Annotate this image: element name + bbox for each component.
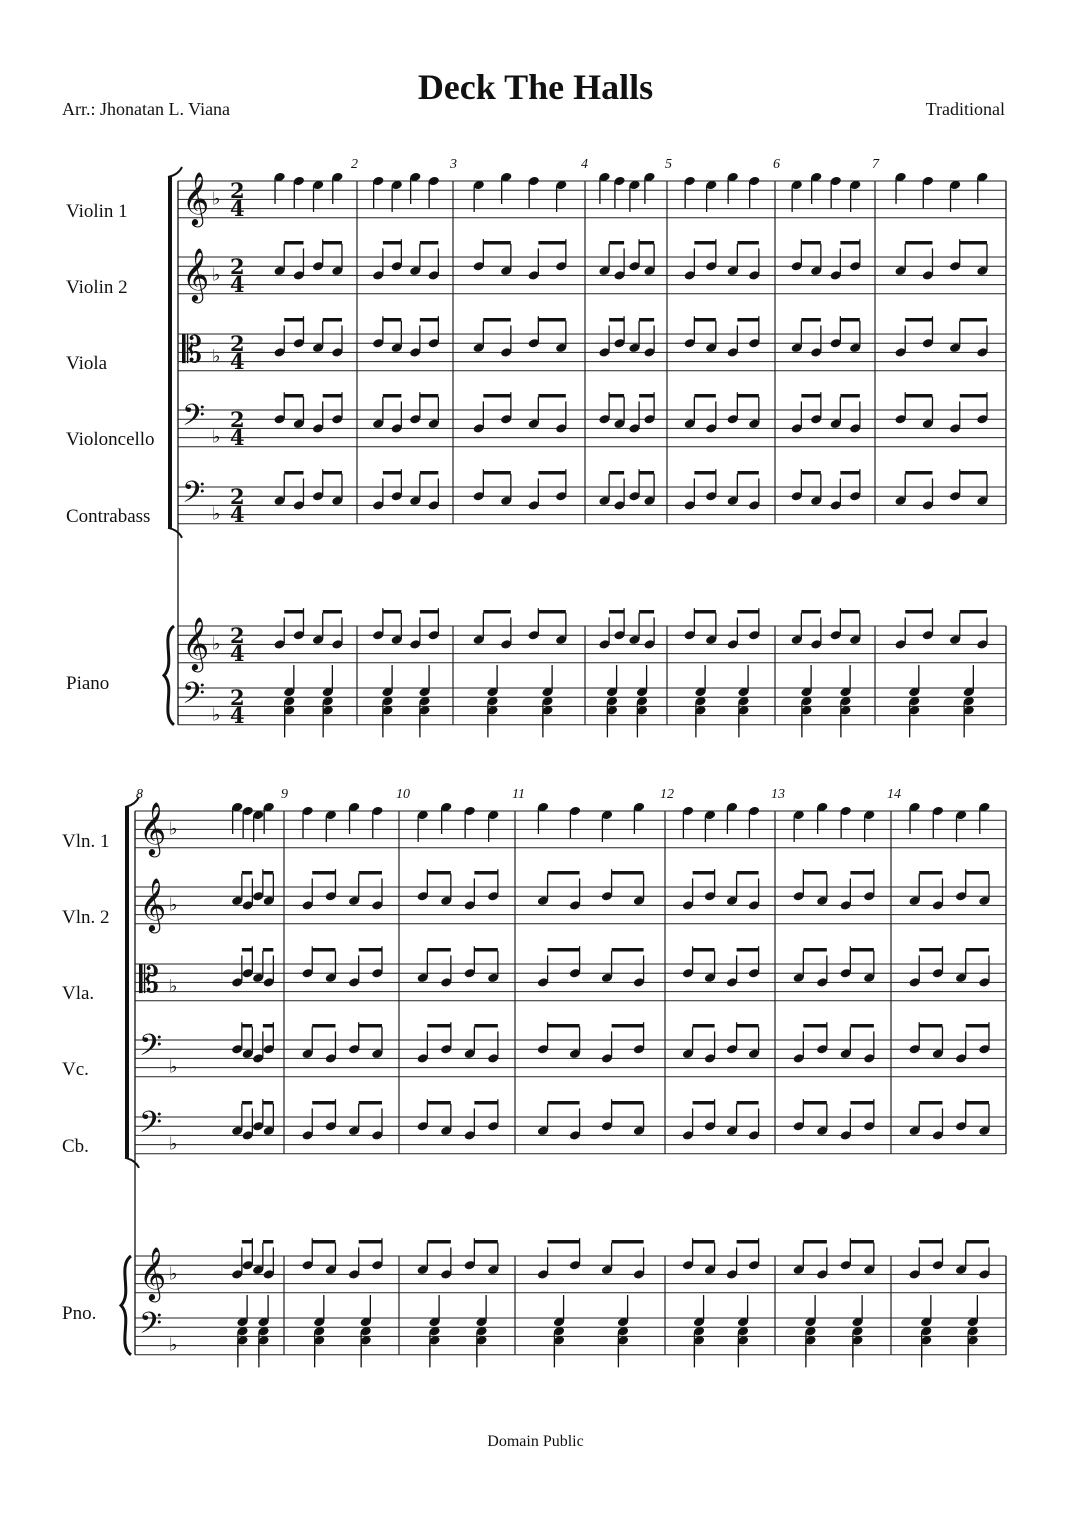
note-beam xyxy=(919,871,942,875)
note-beam xyxy=(737,1101,759,1105)
note-beam xyxy=(840,471,860,475)
note-beam xyxy=(639,610,654,614)
note-beam xyxy=(538,471,566,475)
note-beam xyxy=(840,610,860,614)
composer-credit: Traditional xyxy=(925,99,1005,119)
note-beam xyxy=(323,241,342,245)
note-beam xyxy=(312,1024,335,1028)
note-beam xyxy=(284,394,303,398)
instrument-name-viola: Viola xyxy=(66,353,108,374)
note-beam xyxy=(840,241,860,245)
bracket-hook xyxy=(168,528,182,538)
note-beam xyxy=(737,610,759,614)
time-signature-denominator: 4 xyxy=(230,349,245,374)
note-beam xyxy=(737,241,759,245)
note-beam xyxy=(483,318,511,322)
treble-clef-icon: 𝄞 xyxy=(139,877,167,931)
note-beam xyxy=(803,1024,827,1028)
note-beam xyxy=(548,1101,580,1105)
time-signature-denominator: 4 xyxy=(230,196,245,221)
note-beam xyxy=(737,318,759,322)
note-beam xyxy=(548,1240,580,1244)
bass-clef-icon: 𝄢 xyxy=(182,399,206,440)
instrument-name-contrabass: Contrabass xyxy=(66,506,151,527)
alto-clef-icon: 𝄡 xyxy=(139,960,160,1001)
note-beam xyxy=(263,948,274,952)
instrument-name-piano: Piano xyxy=(66,673,110,694)
note-beam xyxy=(960,471,987,475)
time-signature-numerator: 2 xyxy=(230,623,245,648)
note-beam xyxy=(850,1240,874,1244)
note-beam xyxy=(263,1101,274,1105)
note-beam xyxy=(803,1101,827,1105)
note-beam xyxy=(919,1101,942,1105)
note-beam xyxy=(323,394,342,398)
note-beam xyxy=(737,1024,759,1028)
flat-icon: ♭ xyxy=(212,188,221,210)
note-beam xyxy=(284,241,303,245)
note-beam xyxy=(694,241,716,245)
note-beam xyxy=(263,1024,274,1028)
note-beam xyxy=(483,241,511,245)
measure-number: 14 xyxy=(887,787,901,802)
note-beam xyxy=(323,471,342,475)
note-beam xyxy=(323,318,342,322)
time-signature-denominator: 4 xyxy=(230,502,245,527)
measure-number: 4 xyxy=(581,157,588,172)
flat-icon: ♭ xyxy=(212,346,221,367)
measure-number: 6 xyxy=(773,157,780,172)
note-beam xyxy=(483,610,511,614)
note-beam xyxy=(474,1024,498,1028)
time-signature-denominator: 4 xyxy=(230,703,245,728)
note-beam xyxy=(383,318,402,322)
bass-clef-icon: 𝄢 xyxy=(182,677,206,718)
time-signature-numerator: 2 xyxy=(230,484,245,509)
note-beam xyxy=(242,1240,253,1244)
note-beam xyxy=(427,871,451,875)
time-signature-denominator: 4 xyxy=(230,425,245,450)
note-beam xyxy=(420,241,439,245)
note-beam xyxy=(960,241,987,245)
measure-number: 8 xyxy=(136,787,143,802)
note-beam xyxy=(284,318,303,322)
note-beam xyxy=(609,241,624,245)
flat-icon: ♭ xyxy=(212,426,221,448)
note-beam xyxy=(359,948,382,952)
system-2 xyxy=(121,797,1006,1367)
flat-icon: ♭ xyxy=(169,818,178,840)
time-signature-numerator: 2 xyxy=(230,685,245,710)
note-beam xyxy=(284,610,303,614)
note-beam xyxy=(383,241,402,245)
note-beam xyxy=(966,948,989,952)
note-beam xyxy=(919,1024,942,1028)
flat-icon: ♭ xyxy=(169,1263,178,1285)
measure-number: 7 xyxy=(872,157,879,172)
note-beam xyxy=(609,610,624,614)
note-beam xyxy=(538,610,566,614)
note-beam xyxy=(801,610,821,614)
note-beam xyxy=(850,1101,874,1105)
footer-copyright: Domain Public xyxy=(487,1433,584,1450)
note-beam xyxy=(383,610,402,614)
flat-icon: ♭ xyxy=(169,1133,178,1155)
note-beam xyxy=(905,610,932,614)
note-beam xyxy=(639,471,654,475)
note-beam xyxy=(359,1240,382,1244)
note-beam xyxy=(284,471,303,475)
flat-icon: ♭ xyxy=(169,976,178,997)
treble-clef-icon: 𝄞 xyxy=(139,801,167,855)
note-beam xyxy=(960,318,987,322)
note-beam xyxy=(312,948,335,952)
note-beam xyxy=(383,394,402,398)
note-beam xyxy=(359,871,382,875)
measure-number: 2 xyxy=(351,157,358,172)
note-beam xyxy=(737,871,759,875)
bass-clef-icon: 𝄢 xyxy=(139,1106,163,1147)
measure-number: 11 xyxy=(512,787,525,802)
strings-bracket xyxy=(168,177,172,528)
note-beam xyxy=(263,871,274,875)
strings-bracket xyxy=(125,807,129,1158)
note-beam xyxy=(612,871,644,875)
instrument-name-violin-1: Violin 1 xyxy=(66,201,128,222)
note-beam xyxy=(612,948,644,952)
note-beam xyxy=(850,871,874,875)
note-beam xyxy=(474,871,498,875)
note-beam xyxy=(801,394,821,398)
bass-clef-icon: 𝄢 xyxy=(139,1029,163,1070)
note-beam xyxy=(960,394,987,398)
note-beam xyxy=(840,394,860,398)
note-beam xyxy=(242,1101,253,1105)
instrument-abbr-viola: Vla. xyxy=(62,983,95,1004)
measure-number: 12 xyxy=(660,787,674,802)
piano-brace xyxy=(121,1256,131,1355)
note-beam xyxy=(359,1101,382,1105)
note-beam xyxy=(694,610,716,614)
note-beam xyxy=(966,1024,989,1028)
note-beam xyxy=(803,1240,827,1244)
note-beam xyxy=(420,471,439,475)
flat-icon: ♭ xyxy=(212,704,221,726)
note-beam xyxy=(474,1101,498,1105)
note-beam xyxy=(242,871,253,875)
note-beam xyxy=(639,318,654,322)
note-beam xyxy=(609,318,624,322)
note-beam xyxy=(737,1240,759,1244)
note-beam xyxy=(919,948,942,952)
note-beam xyxy=(803,948,827,952)
note-beam xyxy=(548,1024,580,1028)
measure-number: 13 xyxy=(771,787,785,802)
instrument-abbr-contrabass: Cb. xyxy=(62,1136,89,1157)
treble-clef-icon: 𝄞 xyxy=(182,247,210,301)
note-beam xyxy=(693,1240,715,1244)
note-beam xyxy=(639,394,654,398)
instrument-abbr-violin-1: Vln. 1 xyxy=(62,831,110,852)
note-beam xyxy=(359,1024,382,1028)
note-beam xyxy=(905,394,932,398)
note-beam xyxy=(737,394,759,398)
note-beam xyxy=(840,318,860,322)
note-beam xyxy=(966,1101,989,1105)
instrument-abbr-violin-2: Vln. 2 xyxy=(62,907,110,928)
note-beam xyxy=(548,948,580,952)
note-beam xyxy=(694,471,716,475)
note-beam xyxy=(427,1024,451,1028)
note-beam xyxy=(474,1240,498,1244)
measure-number: 3 xyxy=(450,157,457,172)
piano-brace xyxy=(164,626,174,725)
note-beam xyxy=(483,471,511,475)
system-1 xyxy=(164,167,1006,737)
note-beam xyxy=(420,610,439,614)
note-beam xyxy=(850,1024,874,1028)
note-beam xyxy=(609,471,624,475)
note-beam xyxy=(483,394,511,398)
note-beam xyxy=(905,318,932,322)
note-beam xyxy=(919,1240,942,1244)
note-beam xyxy=(737,948,759,952)
note-beam xyxy=(801,318,821,322)
flat-icon: ♭ xyxy=(212,633,221,655)
note-beam xyxy=(312,1240,335,1244)
bass-clef-icon: 𝄢 xyxy=(182,476,206,517)
bracket-hook xyxy=(125,1158,139,1168)
note-beam xyxy=(850,948,874,952)
note-beam xyxy=(263,1240,274,1244)
instrument-name-violin-2: Violin 2 xyxy=(66,277,128,298)
note-beam xyxy=(693,1024,715,1028)
instrument-abbr-piano: Pno. xyxy=(62,1303,97,1324)
note-beam xyxy=(693,1101,715,1105)
instrument-abbr-violoncello: Vc. xyxy=(62,1059,89,1080)
note-beam xyxy=(694,318,716,322)
note-beam xyxy=(312,1101,335,1105)
arranger-credit: Arr.: Jhonatan L. Viana xyxy=(62,99,231,119)
note-beam xyxy=(737,471,759,475)
flat-icon: ♭ xyxy=(169,1056,178,1078)
note-beam xyxy=(966,1240,989,1244)
note-beam xyxy=(548,871,580,875)
note-beam xyxy=(693,871,715,875)
treble-clef-icon: 𝄞 xyxy=(182,616,210,670)
instrument-name-violoncello: Violoncello xyxy=(66,429,155,450)
note-beam xyxy=(801,471,821,475)
measure-number: 5 xyxy=(665,157,672,172)
note-beam xyxy=(966,871,989,875)
score-title: Deck The Halls xyxy=(417,67,654,107)
time-signature-numerator: 2 xyxy=(230,254,245,279)
note-beam xyxy=(693,948,715,952)
note-beam xyxy=(538,318,566,322)
note-beam xyxy=(538,241,566,245)
flat-icon: ♭ xyxy=(212,264,221,286)
note-beam xyxy=(427,948,451,952)
note-beam xyxy=(420,394,439,398)
note-beam xyxy=(801,241,821,245)
flat-icon: ♭ xyxy=(212,503,221,525)
flat-icon: ♭ xyxy=(169,1334,178,1356)
note-beam xyxy=(242,948,253,952)
note-beam xyxy=(323,610,342,614)
note-beam xyxy=(694,394,716,398)
treble-clef-icon: 𝄞 xyxy=(182,171,210,225)
bass-clef-icon: 𝄢 xyxy=(139,1307,163,1348)
note-beam xyxy=(427,1101,451,1105)
note-beam xyxy=(427,1240,451,1244)
note-beam xyxy=(420,318,439,322)
time-signature-denominator: 4 xyxy=(230,641,245,666)
note-beam xyxy=(609,394,624,398)
note-beam xyxy=(612,1240,644,1244)
note-beam xyxy=(803,871,827,875)
note-beam xyxy=(960,610,987,614)
time-signature-numerator: 2 xyxy=(230,407,245,432)
note-beam xyxy=(383,471,402,475)
note-beam xyxy=(905,241,932,245)
note-beam xyxy=(312,871,335,875)
measure-number: 9 xyxy=(281,787,288,802)
note-beam xyxy=(905,471,932,475)
flat-icon: ♭ xyxy=(169,894,178,916)
treble-clef-icon: 𝄞 xyxy=(139,1246,167,1300)
alto-clef-icon: 𝄡 xyxy=(182,330,203,371)
note-beam xyxy=(474,948,498,952)
bracket-hook xyxy=(168,167,182,177)
note-beam xyxy=(242,1024,253,1028)
time-signature-numerator: 2 xyxy=(230,178,245,203)
measure-number: 10 xyxy=(396,787,410,802)
note-beam xyxy=(612,1024,644,1028)
note-beam xyxy=(538,394,566,398)
note-beam xyxy=(612,1101,644,1105)
note-beam xyxy=(639,241,654,245)
time-signature-numerator: 2 xyxy=(230,331,245,356)
time-signature-denominator: 4 xyxy=(230,272,245,297)
